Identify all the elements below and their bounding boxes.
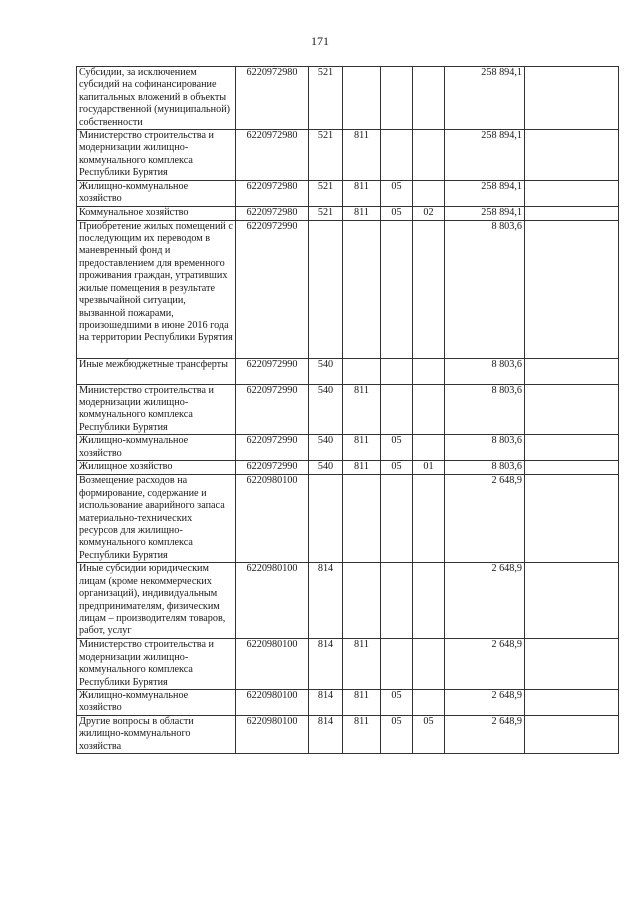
row-expense-type: 521 bbox=[309, 130, 343, 181]
row-section: 05 bbox=[381, 435, 413, 461]
row-ministry-code: 811 bbox=[343, 461, 381, 475]
row-empty-cell bbox=[525, 358, 619, 384]
row-ministry-code bbox=[343, 475, 381, 563]
row-expense-type: 540 bbox=[309, 435, 343, 461]
row-section bbox=[381, 384, 413, 435]
row-section bbox=[381, 475, 413, 563]
row-expense-type: 521 bbox=[309, 67, 343, 130]
row-name: Жилищно-коммунальное хозяйство bbox=[77, 180, 236, 206]
row-amount: 8 803,6 bbox=[445, 435, 525, 461]
row-code: 6220972980 bbox=[236, 67, 309, 130]
row-expense-type: 814 bbox=[309, 563, 343, 639]
row-amount: 2 648,9 bbox=[445, 689, 525, 715]
row-empty-cell bbox=[525, 67, 619, 130]
row-name: Жилищно-коммунальное хозяйство bbox=[77, 435, 236, 461]
row-amount: 258 894,1 bbox=[445, 206, 525, 220]
row-amount: 8 803,6 bbox=[445, 358, 525, 384]
row-ministry-code bbox=[343, 220, 381, 358]
row-expense-type: 814 bbox=[309, 689, 343, 715]
row-subsection bbox=[413, 689, 445, 715]
row-section: 05 bbox=[381, 715, 413, 753]
row-expense-type: 540 bbox=[309, 461, 343, 475]
row-ministry-code: 811 bbox=[343, 180, 381, 206]
row-ministry-code: 811 bbox=[343, 206, 381, 220]
page-number: 171 bbox=[311, 34, 329, 48]
table-row bbox=[77, 220, 619, 358]
row-ministry-code bbox=[343, 563, 381, 639]
row-amount: 8 803,6 bbox=[445, 384, 525, 435]
row-amount: 2 648,9 bbox=[445, 639, 525, 690]
row-ministry-code: 811 bbox=[343, 715, 381, 753]
row-empty-cell bbox=[525, 206, 619, 220]
row-name: Министерство строительства и модернизации жилищно-коммунального комплекса Республики Бурятия bbox=[77, 130, 236, 181]
table-row bbox=[77, 384, 619, 435]
row-section: 05 bbox=[381, 180, 413, 206]
row-section: 05 bbox=[381, 206, 413, 220]
row-name: Приобретение жилых помещений с последующим их переводом в маневренный фонд и предоставлением для временного проживания граждан, утративших жилые помещения в результате чрезвычайной ситуации, вызванной пожарами, произошедшими в июне 2016 года на территории Республики Бурятия bbox=[77, 220, 236, 358]
row-empty-cell bbox=[525, 689, 619, 715]
row-amount: 2 648,9 bbox=[445, 563, 525, 639]
row-expense-type: 814 bbox=[309, 639, 343, 690]
row-subsection bbox=[413, 67, 445, 130]
row-code: 6220972990 bbox=[236, 461, 309, 475]
row-subsection bbox=[413, 639, 445, 690]
row-subsection bbox=[413, 475, 445, 563]
row-section bbox=[381, 130, 413, 181]
row-section bbox=[381, 563, 413, 639]
row-subsection: 01 bbox=[413, 461, 445, 475]
row-ministry-code: 811 bbox=[343, 384, 381, 435]
row-subsection: 05 bbox=[413, 715, 445, 753]
row-subsection bbox=[413, 220, 445, 358]
row-empty-cell bbox=[525, 563, 619, 639]
row-ministry-code: 811 bbox=[343, 130, 381, 181]
row-empty-cell bbox=[525, 461, 619, 475]
row-name: Иные межбюджетные трансферты bbox=[77, 358, 236, 384]
row-empty-cell bbox=[525, 384, 619, 435]
row-code: 6220972990 bbox=[236, 358, 309, 384]
row-expense-type: 814 bbox=[309, 715, 343, 753]
row-name: Иные субсидии юридическим лицам (кроме некоммерческих организаций), индивидуальным предпринимателям, физическим лицам – производителям товаров, работ, услуг bbox=[77, 563, 236, 639]
row-name: Субсидии, за исключением субсидий на софинансирование капитальных вложений в объекты государственной (муниципальной) собственности bbox=[77, 67, 236, 130]
row-empty-cell bbox=[525, 639, 619, 690]
row-ministry-code bbox=[343, 67, 381, 130]
table-row bbox=[77, 715, 619, 753]
row-section: 05 bbox=[381, 461, 413, 475]
table-row bbox=[77, 130, 619, 181]
row-code: 6220972990 bbox=[236, 435, 309, 461]
table-row bbox=[77, 180, 619, 206]
table-row bbox=[77, 461, 619, 475]
table-row bbox=[77, 475, 619, 563]
row-expense-type bbox=[309, 220, 343, 358]
row-name: Жилищное хозяйство bbox=[77, 461, 236, 475]
row-subsection bbox=[413, 180, 445, 206]
row-code: 6220980100 bbox=[236, 689, 309, 715]
row-name: Министерство строительства и модернизации жилищно-коммунального комплекса Республики Бурятия bbox=[77, 639, 236, 690]
row-amount: 258 894,1 bbox=[445, 130, 525, 181]
row-empty-cell bbox=[525, 715, 619, 753]
row-subsection bbox=[413, 358, 445, 384]
row-code: 6220972980 bbox=[236, 206, 309, 220]
row-ministry-code: 811 bbox=[343, 435, 381, 461]
table-row bbox=[77, 563, 619, 639]
row-section bbox=[381, 358, 413, 384]
row-amount: 8 803,6 bbox=[445, 220, 525, 358]
row-name: Коммунальное хозяйство bbox=[77, 206, 236, 220]
table-row bbox=[77, 67, 619, 130]
row-expense-type: 521 bbox=[309, 180, 343, 206]
row-name: Другие вопросы в области жилищно-коммунального хозяйства bbox=[77, 715, 236, 753]
table-row bbox=[77, 435, 619, 461]
row-ministry-code: 811 bbox=[343, 689, 381, 715]
row-name: Возмещение расходов на формирование, содержание и использование аварийного запаса материально-технических ресурсов для жилищно-коммунального комплекса Республики Бурятия bbox=[77, 475, 236, 563]
row-amount: 2 648,9 bbox=[445, 715, 525, 753]
row-amount: 258 894,1 bbox=[445, 180, 525, 206]
row-code: 6220972980 bbox=[236, 130, 309, 181]
row-empty-cell bbox=[525, 180, 619, 206]
row-code: 6220972990 bbox=[236, 220, 309, 358]
row-empty-cell bbox=[525, 435, 619, 461]
row-amount: 258 894,1 bbox=[445, 67, 525, 130]
row-code: 6220972990 bbox=[236, 384, 309, 435]
row-empty-cell bbox=[525, 130, 619, 181]
row-subsection bbox=[413, 384, 445, 435]
row-code: 6220980100 bbox=[236, 639, 309, 690]
row-expense-type bbox=[309, 475, 343, 563]
row-name: Жилищно-коммунальное хозяйство bbox=[77, 689, 236, 715]
row-section: 05 bbox=[381, 689, 413, 715]
row-ministry-code bbox=[343, 358, 381, 384]
row-subsection bbox=[413, 563, 445, 639]
table-row bbox=[77, 639, 619, 690]
row-amount: 2 648,9 bbox=[445, 475, 525, 563]
row-section bbox=[381, 639, 413, 690]
table-row bbox=[77, 689, 619, 715]
row-empty-cell bbox=[525, 220, 619, 358]
row-code: 6220980100 bbox=[236, 563, 309, 639]
row-section bbox=[381, 67, 413, 130]
row-ministry-code: 811 bbox=[343, 639, 381, 690]
row-section bbox=[381, 220, 413, 358]
row-name: Министерство строительства и модернизации жилищно-коммунального комплекса Республики Бурятия bbox=[77, 384, 236, 435]
row-expense-type: 521 bbox=[309, 206, 343, 220]
row-subsection bbox=[413, 130, 445, 181]
row-code: 6220980100 bbox=[236, 475, 309, 563]
row-subsection bbox=[413, 435, 445, 461]
row-empty-cell bbox=[525, 475, 619, 563]
row-amount: 8 803,6 bbox=[445, 461, 525, 475]
row-expense-type: 540 bbox=[309, 358, 343, 384]
row-expense-type: 540 bbox=[309, 384, 343, 435]
row-subsection: 02 bbox=[413, 206, 445, 220]
row-code: 6220972980 bbox=[236, 180, 309, 206]
table-row bbox=[77, 206, 619, 220]
row-code: 6220980100 bbox=[236, 715, 309, 753]
budget-table bbox=[76, 66, 619, 754]
table-row bbox=[77, 358, 619, 384]
